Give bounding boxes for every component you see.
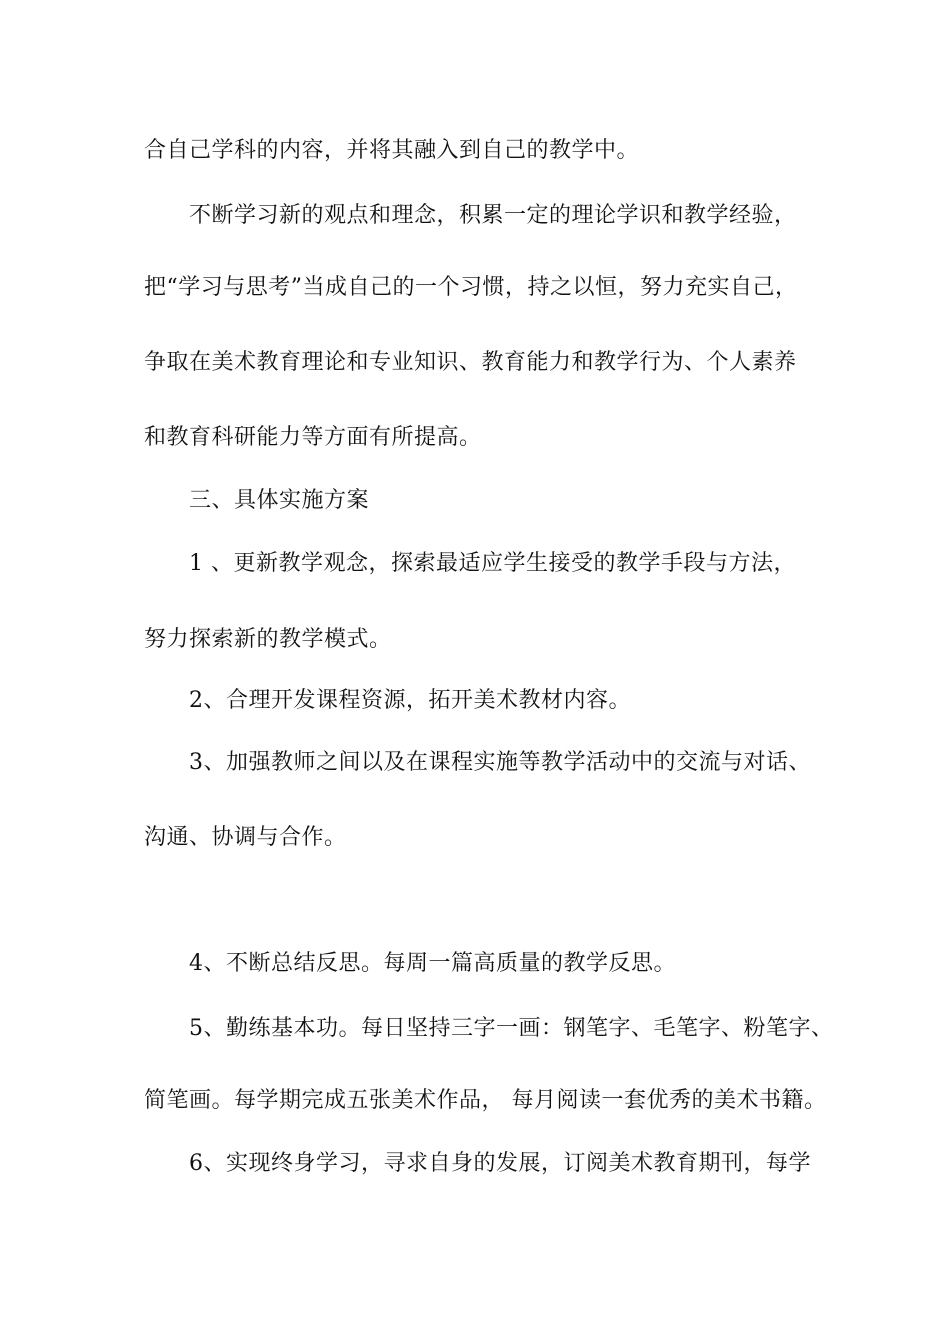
- text-line: 争取在美术教育理论和专业知识、教育能力和教学行为、个人素养: [144, 350, 797, 375]
- text-line: 和教育科研能力等方面有所提高。: [144, 425, 482, 450]
- text-line: 5、勤练基本功。每日坚持三字一画：钢笔字、毛笔字、粉笔字、: [189, 1016, 834, 1041]
- text-line: 沟通、协调与合作。: [144, 825, 347, 850]
- text-line: 6、实现终身学习，寻求自身的发展，订阅美术教育期刊，每学: [189, 1151, 811, 1176]
- text-line: 1 、更新教学观念，探索最适应学生接受的教学手段与方法，: [189, 551, 796, 576]
- text-line: 不断学习新的观点和理念，积累一定的理论学识和教学经验，: [189, 203, 797, 228]
- text-line: 合自己学科的内容，并将其融入到自己的教学中。: [144, 138, 640, 163]
- text-line: 2、合理开发课程资源，拓开美术教材内容。: [189, 688, 631, 713]
- text-line: 简笔画。每学期完成五张美术作品， 每月阅读一套优秀的美术书籍。: [144, 1088, 827, 1113]
- text-line: 把“学习与思考”当成自己的一个习惯，持之以恒，努力充实自己，: [144, 275, 798, 300]
- section-heading: 三、具体实施方案: [189, 488, 370, 513]
- text-line: 4、不断总结反思。每周一篇高质量的教学反思。: [189, 951, 676, 976]
- text-line: 努力探索新的教学模式。: [144, 627, 392, 652]
- text-line: 3、加强教师之间以及在课程实施等教学活动中的交流与对话、: [189, 750, 811, 775]
